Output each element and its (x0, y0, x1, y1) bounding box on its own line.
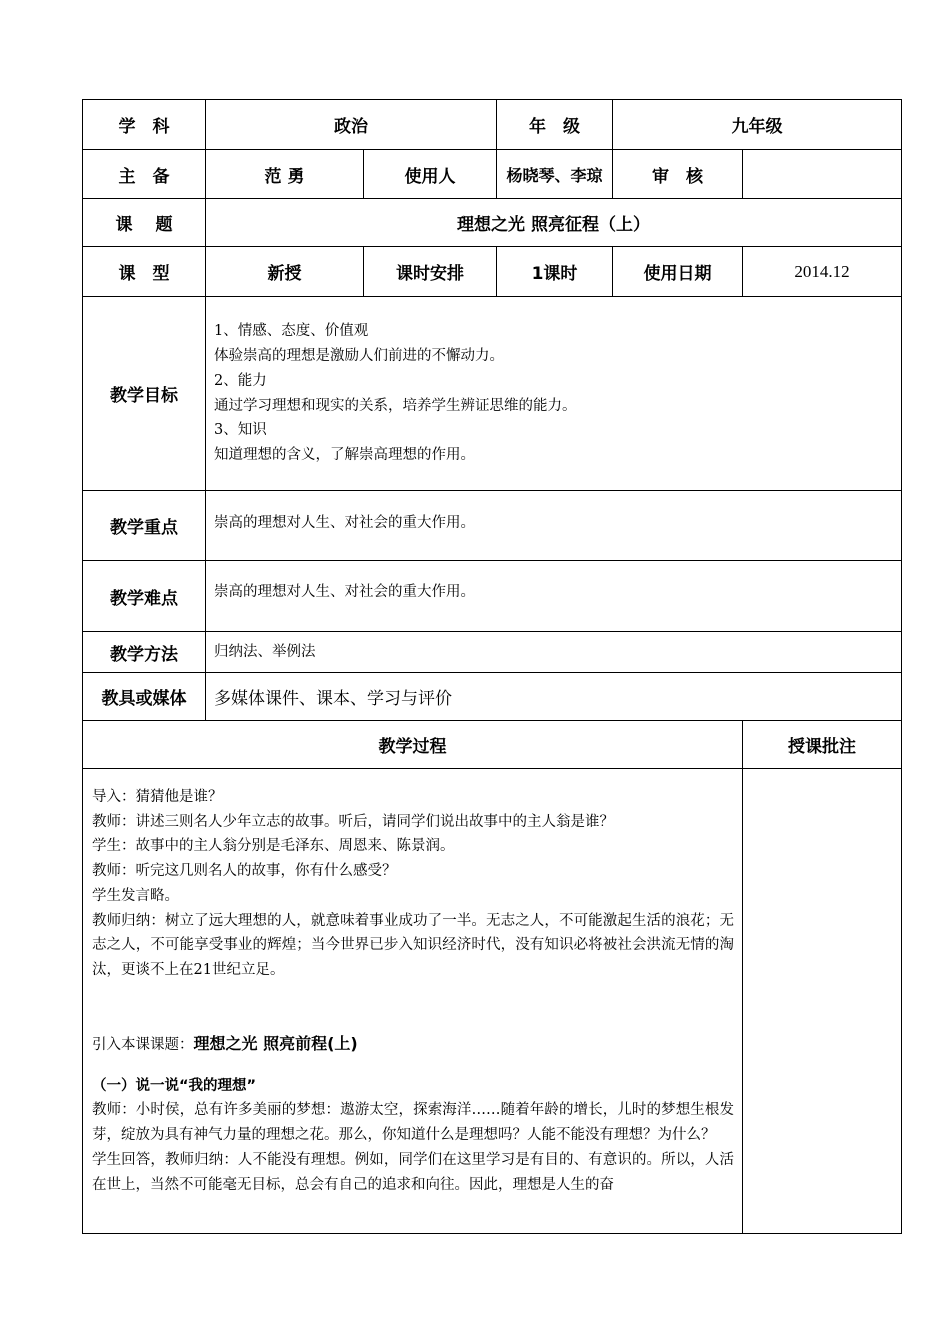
objective-line: 体验崇高的理想是激励人们前进的不懈动力。 (214, 348, 504, 365)
subject-value: 政治 (206, 100, 497, 150)
process-content (83, 769, 743, 1234)
date-value: 2014.12 (743, 247, 902, 297)
subject-label: 学 科 (83, 100, 206, 150)
user-value: 杨晓琴、李琼 (497, 150, 613, 199)
key-points-label: 教学重点 (83, 491, 206, 561)
type-label: 课 型 (83, 247, 206, 297)
lesson-title-line (92, 1032, 734, 1058)
grade-value: 九年级 (613, 100, 902, 150)
media-text: 多媒体课件、课本、学习与评价 (206, 673, 902, 721)
subject-row (83, 100, 902, 150)
methods-label: 教学方法 (83, 632, 206, 673)
objectives-content (206, 297, 902, 491)
process-header-row (83, 721, 902, 769)
process-line: 学生：故事中的主人翁分别是毛泽东、周恩来、陈景润。 (92, 838, 455, 855)
review-value (743, 150, 902, 199)
lead-row (83, 150, 902, 199)
date-label: 使用日期 (613, 247, 743, 297)
lead-value: 范 勇 (206, 150, 364, 199)
hours-label: 课时安排 (364, 247, 497, 297)
lesson-plan-table (82, 99, 902, 1234)
objective-line: 通过学习理想和现实的关系，培养学生辨证思维的能力。 (214, 397, 577, 414)
hours-value: 1课时 (497, 247, 613, 297)
notes-label: 授课批注 (743, 721, 902, 769)
process-line: 学生发言略。 (92, 887, 179, 904)
process-line: 导入：猜猜他是谁？ (92, 789, 223, 805)
lead-label: 主 备 (83, 150, 206, 199)
difficulties-text: 崇高的理想对人生、对社会的重大作用。 (206, 561, 902, 632)
key-points-text: 崇高的理想对人生、对社会的重大作用。 (206, 491, 902, 561)
lesson-title: 理想之光 照亮前程(上) (193, 1034, 358, 1053)
lesson-prefix: 引入本课课题： (92, 1037, 194, 1053)
process-paragraph: 教师：小时侯，总有许多美丽的梦想：遨游太空，探索海洋……随着年龄的增长，儿时的梦想生根发芽，绽放为具有神气力量的理想之花。那么，你知道什么是理想吗？人能不能没有理想？为什么？ (92, 1102, 734, 1144)
notes-content (743, 769, 902, 1234)
methods-row (83, 632, 902, 673)
objective-line: 知道理想的含义，了解崇高理想的作用。 (214, 446, 475, 463)
type-value: 新授 (206, 247, 364, 297)
process-paragraph: 教师归纳：树立了远大理想的人，就意味着事业成功了一半。无志之人，不可能激起生活的浪花；无志之人，不可能享受事业的辉煌；当今世界已步入知识经济时代，没有知识必将被社会洪流无情的淘汰，更谈不上在21世纪立足。 (92, 912, 734, 978)
objectives-row (83, 297, 902, 491)
key-points-row (83, 491, 902, 561)
process-paragraph: 学生回答，教师归纳：人不能没有理想。例如，同学们在这里学习是有目的、有意识的。所以，人活在世上，当然不可能毫无目标，总会有自己的追求和向往。因此，理想是人生的奋 (92, 1151, 734, 1193)
type-row (83, 247, 902, 297)
objective-line: 2、能力 (214, 372, 267, 389)
methods-text: 归纳法、举例法 (206, 632, 902, 673)
media-row (83, 673, 902, 721)
objective-line: 1、情感、态度、价值观 (214, 323, 369, 340)
topic-label: 课 题 (83, 199, 206, 247)
process-line: 教师：听完这几则名人的故事，你有什么感受？ (92, 863, 397, 880)
section-title: （一）说一说“我的理想” (92, 1077, 257, 1094)
topic-value: 理想之光 照亮征程（上） (206, 199, 902, 247)
objectives-label: 教学目标 (83, 297, 206, 491)
spacer (92, 1058, 734, 1074)
spacer (92, 983, 734, 1008)
topic-row (83, 199, 902, 247)
review-label: 审 核 (613, 150, 743, 199)
objective-line: 3、知识 (214, 422, 267, 439)
difficulties-row (83, 561, 902, 632)
spacer (92, 1007, 734, 1032)
media-label: 教具或媒体 (83, 673, 206, 721)
process-body-row (83, 769, 902, 1234)
grade-label: 年 级 (497, 100, 613, 150)
process-line: 教师：讲述三则名人少年立志的故事。听后，请同学们说出故事中的主人翁是谁？ (92, 813, 614, 830)
difficulties-label: 教学难点 (83, 561, 206, 632)
process-label: 教学过程 (83, 721, 743, 769)
user-label: 使用人 (364, 150, 497, 199)
